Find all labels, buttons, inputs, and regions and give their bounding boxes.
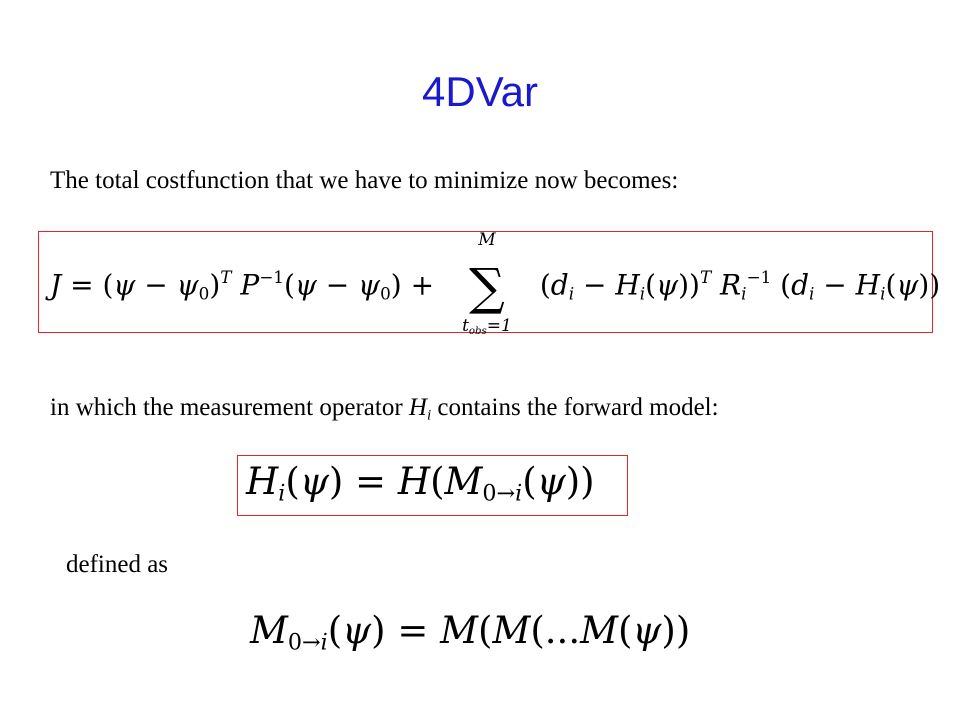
slide-title: 4DVar bbox=[422, 68, 538, 115]
operator-text bbox=[50, 395, 719, 424]
operator-equation: $H_i(\psi) = H(M_{0\to i}(\psi))$ bbox=[246, 460, 595, 507]
model-definition-equation: $M_{0\to i}(\psi) = M(M(...M(\psi))$ bbox=[250, 609, 691, 656]
intro-text: The total costfunction that we have to minimize now becomes: bbox=[50, 167, 679, 194]
defined-as-text: defined as bbox=[66, 551, 169, 578]
operator-text-a: in which the measurement operator bbox=[50, 394, 409, 421]
operator-text-b: contains the forward model: bbox=[431, 394, 719, 421]
operator-symbol: H bbox=[408, 394, 427, 421]
cost-function-equation: $J = (\psi - \psi_0)^T$ $P^{-1}(\psi - \psi_0)$ + M ∑ $t_{obs}=1$ $(d_i - H_i(\psi))^T$ $R_i^{-1}$ $(d_i - H_i(\psi))$ bbox=[50, 230, 941, 338]
operator-subscript: i bbox=[426, 407, 432, 424]
summation-symbol: M ∑ $t_{obs}=1$ bbox=[462, 230, 512, 338]
